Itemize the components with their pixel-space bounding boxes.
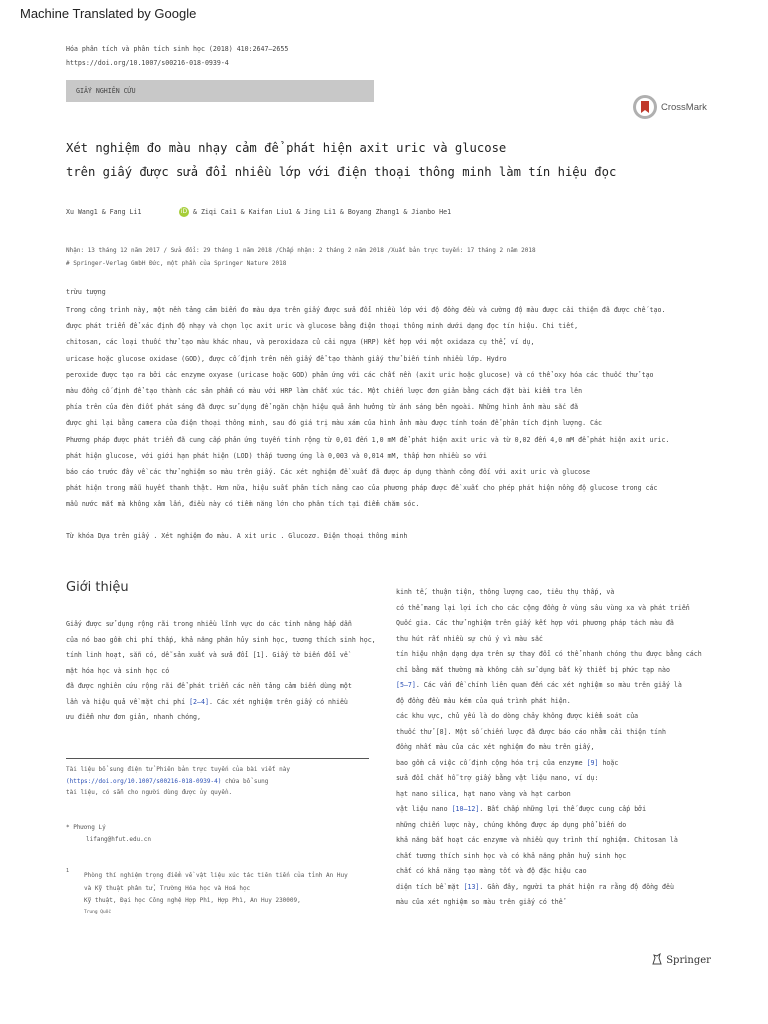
intro-right-line [396, 712, 638, 720]
abstract-line [66, 436, 669, 444]
intro-right-line [396, 697, 571, 705]
citation-link[interactable]: [2–4] [189, 697, 209, 706]
abstract-line [66, 371, 654, 379]
text-segment: peroxide được tạo ra bởi các enzyme oxyase (uricase hoặc GOD) phản ứng với các chất nền (axit uric hoặc glucose) và có thể oxy hóa các thuốc thử tạo [66, 370, 654, 379]
keywords: Từ khóa Dựa trên giấy . Xét nghiệm đo màu. A xit uric . Glucozơ. Điện thoại thông minh [66, 532, 408, 540]
article-dates: Nhận: 13 tháng 12 năm 2017 / Sửa đổi: 29 tháng 1 năm 2018 /Chấp nhận: 2 tháng 2 năm 2018 /Xuất bản trực tuyến: 17 tháng 2 năm 2018 [66, 247, 536, 254]
intro-right-line [396, 604, 690, 612]
text-segment: hạt nano silica, hạt nano vàng và hạt carbon [396, 789, 571, 798]
text-segment: phát hiện glucose, với giới hạn phát hiện (LOD) thấp tương ứng là 0,003 và 0,014 mM, thấp hơn nhiều so với [66, 451, 487, 460]
text-segment: màu đồng cố định để tạo thành các sản phẩm có màu với HRP làm chất xúc tác. Một chiến lược đơn giản bằng cách đặt bài kiểm tra lên [66, 387, 583, 395]
intro-right-line [396, 821, 626, 829]
abstract-line [66, 355, 507, 363]
text-segment: lần và hiệu quả về mặt chi phí [66, 697, 190, 706]
text-segment: báo cáo trước đây về các thử nghiệm so màu trên giấy. Các xét nghiệm đề xuất đã được áp dụng thành công đối với axit uric và glucose [66, 468, 591, 476]
text-segment: chứa bổ sung [221, 777, 269, 785]
text-segment: của nó bao gồm chi phí thấp, khả năng phân hủy sinh học, tương thích sinh học, [66, 635, 376, 644]
intro-left-line [66, 651, 348, 659]
text-segment: tín hiệu nhận dạng dựa trên sự thay đổi có thể nhanh chóng thu được bằng cách [396, 650, 702, 658]
text-segment: chất tương thích sinh học và có khả năng phân huỷ sinh học [396, 851, 627, 860]
affiliation-mark: 1 [66, 868, 70, 874]
crossmark-text: CrossMark [661, 102, 707, 113]
doi-link[interactable]: https://doi.org/10.1007/s00216-018-0939-4 [66, 59, 229, 67]
text-segment: đồng nhất màu của các xét nghiệm đo màu trên giấy, [396, 743, 595, 751]
citation-link[interactable]: (https://doi.org/10.1007/s00216-018-0939-4) [66, 777, 222, 785]
text-segment: hoặc [598, 758, 619, 767]
intro-right-line [396, 728, 666, 736]
text-segment: thuốc thử [8]. Một số chiến lược đã được báo cáo nhằm cải thiện tính [396, 727, 666, 736]
correspondence-author: * Phương Lý [66, 824, 106, 831]
intro-right-line [396, 588, 614, 596]
citation-link[interactable]: [5–7] [396, 681, 416, 689]
authors-right: & Ziqi Cai1 & Kaifan Liu1 & Jing Li1 & Boyang Zhang1 & Jianbo He1 [193, 208, 452, 216]
intro-right-line [396, 774, 598, 782]
text-segment: Tài liệu bổ sung điện tử Phiên bản trực tuyến của bài viết này [66, 766, 290, 773]
abstract-line [66, 500, 419, 508]
text-segment: có thể mang lại lợi ích cho các cộng đồng ở vùng sâu vùng xa và phát triển [396, 603, 690, 612]
intro-left-line [66, 667, 169, 675]
text-segment: chất có khả năng tạo màng tốt và độ đặc hiệu cao [396, 867, 587, 875]
authors-left: Xu Wang1 & Fang Li1 [66, 208, 142, 216]
intro-left-line [66, 636, 376, 644]
text-segment: Kỹ thuật, Đại học Công nghệ Hợp Phì, Hợp Phì, An Huy 230009, [84, 897, 301, 904]
abstract-line [66, 484, 658, 492]
supplementary-line [66, 766, 290, 773]
title-line-2: trên giấy được sửa đổi nhiều lớp với điện thoại thông minh làm tín hiệu đọc [66, 165, 617, 179]
text-segment: chỉ bằng mắt thường mà không cần sử dụng bất kỳ thiết bị phức tạp nào [396, 665, 670, 674]
text-segment: thu hút rất nhiều sự chú ý vì màu sắc [396, 634, 543, 643]
intro-right-line [396, 836, 678, 844]
introduction-heading: Giới thiệu [66, 580, 129, 595]
intro-left-line [66, 620, 352, 628]
text-segment: . Các vấn đề chính liên quan đến các xét nghiệm so màu trên giấy là [415, 681, 682, 689]
article-type-label: GIẤY NGHIÊN CỨU [76, 87, 136, 95]
text-segment: Trong công trình này, một nền tảng cảm biến đo màu dựa trên giấy được sửa đổi nhiều lớp với độ đồng đều và cường độ màu được cải thiện đã được chế tạo. [66, 306, 666, 314]
orcid-icon[interactable]: iD [180, 208, 188, 215]
intro-right-line [396, 883, 674, 891]
text-segment: các khu vực, chủ yếu là do dòng chảy không được kiểm soát của [396, 712, 639, 720]
intro-right-line [396, 867, 587, 875]
intro-right-line [396, 635, 543, 643]
abstract-line [66, 306, 665, 314]
abstract-line [66, 338, 534, 346]
footnote-divider [66, 758, 369, 759]
intro-left-line [66, 698, 348, 706]
text-segment: tài liệu, có sẵn cho người dùng được ủy quyền. [66, 789, 233, 796]
text-segment: màu của xét nghiệm so màu trên giấy có thể [396, 898, 563, 906]
text-segment: . Gần đây, người ta phát hiện ra rằng độ đồng đều [479, 882, 674, 891]
citation-link[interactable]: [9] [586, 758, 599, 767]
text-segment: bao gồm cả việc cố định cộng hóa trị của enzyme [396, 758, 587, 767]
text-segment: . Các xét nghiệm trên giấy có nhiều [208, 697, 348, 706]
supplementary-line [66, 778, 268, 785]
affiliation-country: Trung Quốc [84, 910, 112, 915]
affiliation-line [84, 897, 301, 904]
abstract-line [66, 387, 582, 395]
intro-right-line [396, 619, 674, 627]
abstract-line [66, 419, 602, 427]
copyright: # Springer-Verlag GmbH Đức, một phần của Springer Nature 2018 [66, 260, 287, 267]
intro-right-line [396, 759, 618, 767]
springer-horse-icon [651, 953, 663, 965]
text-segment: mặt hóa học và sinh học có [66, 666, 170, 675]
text-segment: được phát triển để xác định độ nhạy và chọn lọc axit uric và glucose bằng điện thoại thông minh dưới dạng đọc tín hiệu. Chi tiết, [66, 322, 579, 331]
citation-link[interactable]: [13] [463, 882, 480, 891]
text-segment: chitosan, các loại thuốc thử tạo màu khác nhau, và peroxidaza củ cải ngựa (HRP) kết hợp với một oxidaza cụ thể, ví dụ, [66, 338, 535, 347]
citation-link[interactable]: [10–12] [451, 805, 480, 813]
text-segment: vật liệu nano [396, 805, 452, 813]
text-segment: khả năng bất hoạt các enzyme và nhiều quy trình thí nghiệm. Chitosan là [396, 836, 678, 844]
text-segment: được ghi lại bằng camera của điện thoại thông minh, sau đó giá trị màu xám của hình ảnh màu được tính toán để phân tích định lượng. Các [66, 419, 602, 428]
text-segment: . Bất chấp những lợi thế được cung cấp bởi [479, 805, 647, 813]
abstract-line [66, 468, 590, 476]
text-segment: phía trên của đèn điốt phát sáng đã được sử dụng để ngăn chặn hiệu quả ảnh hưởng từ ánh sáng bên ngoài. Những hình ảnh màu sắc đã [66, 403, 579, 412]
text-segment: sửa đổi chất hỗ trợ giấy bằng vật liệu nano, ví dụ: [396, 774, 599, 782]
affiliation-line [84, 885, 250, 892]
text-segment: kinh tế, thuận tiện, thông lượng cao, tiêu thụ thấp, và [396, 588, 615, 596]
text-segment: tính linh hoạt, sẵn có, dễ sản xuất và sửa đổi [1]. Giấy tờ biến đổi về [66, 651, 348, 659]
affiliation-line [84, 872, 348, 879]
text-segment: đã được nghiên cứu rộng rãi để phát triển các nền tảng cảm biến dùng một [66, 682, 352, 690]
publisher-name: Springer [666, 955, 711, 966]
journal-reference: Hóa phân tích và phân tích sinh học (2018) 410:2647–2655 [66, 45, 289, 53]
intro-right-line [396, 852, 626, 860]
text-segment: Giấy được sử dụng rộng rãi trong nhiều lĩnh vực do các tính năng hấp dẫn [66, 620, 352, 628]
text-segment: ưu điểm như đơn giản, nhanh chóng, [66, 713, 201, 721]
text-segment: Phòng thí nghiệm trọng điểm về vật liệu xúc tác tiên tiến của tỉnh An Huy [84, 872, 348, 879]
text-segment: phát hiện trong mẫu huyết thanh thật. Hơn nữa, hiệu suất phân tích nâng cao của phương pháp được đề xuất cho phép phát hiện nồng độ glucose trong các [66, 484, 658, 493]
abstract-heading: trừu tượng [66, 288, 106, 296]
intro-right-line [396, 805, 646, 813]
intro-right-line [396, 898, 563, 906]
intro-right-line [396, 650, 702, 658]
intro-left-line [66, 682, 352, 690]
abstract-line [66, 452, 487, 460]
text-segment: những chiến lược này, chúng không được áp dụng phổ biến do [396, 820, 627, 829]
text-segment: độ đồng đều màu kém của quá trình phát hiện. [396, 696, 571, 705]
supplementary-line [66, 789, 232, 796]
intro-right-line [396, 743, 595, 751]
text-segment: uricase hoặc glucose oxidase (GOD), được cố định trên nền giấy để tạo thành giấy thử biến tính nhiều lớp. Hydro [66, 354, 507, 363]
intro-right-line [396, 681, 682, 689]
text-segment: Quốc gia. Các thử nghiệm trên giấy kết hợp với phương pháp tách màu đã [396, 619, 674, 627]
article-type-box [66, 80, 374, 102]
text-segment: diện tích bề mặt [396, 882, 464, 891]
intro-left-line [66, 713, 201, 721]
intro-right-line [396, 790, 571, 798]
title-line-1: Xét nghiệm đo màu nhạy cảm để phát hiện axit uric và glucose [66, 141, 507, 155]
machine-translated-banner: Machine Translated by Google [20, 6, 197, 21]
author-email[interactable]: lifang@hfut.edu.cn [86, 836, 152, 843]
intro-right-line [396, 666, 670, 674]
abstract-line [66, 403, 578, 411]
text-segment: mẫu nước mắt mà không xâm lấn, điều này có tiềm năng lớn cho phân tích tại điểm chăm sóc. [66, 500, 420, 509]
crossmark-logo[interactable] [632, 93, 707, 121]
text-segment: Phương pháp được phát triển đã cung cấp phản ứng tuyến tính rộng từ 0,01 đến 1,0 mM để phát hiện axit uric và từ 0,02 đến 4,0 mM để phát hiện axit uric. [66, 435, 670, 444]
abstract-line [66, 322, 578, 330]
springer-logo [651, 953, 711, 966]
text-segment: và Kỹ thuật phân tử, Trường Hóa học và Hoá học [84, 884, 251, 892]
